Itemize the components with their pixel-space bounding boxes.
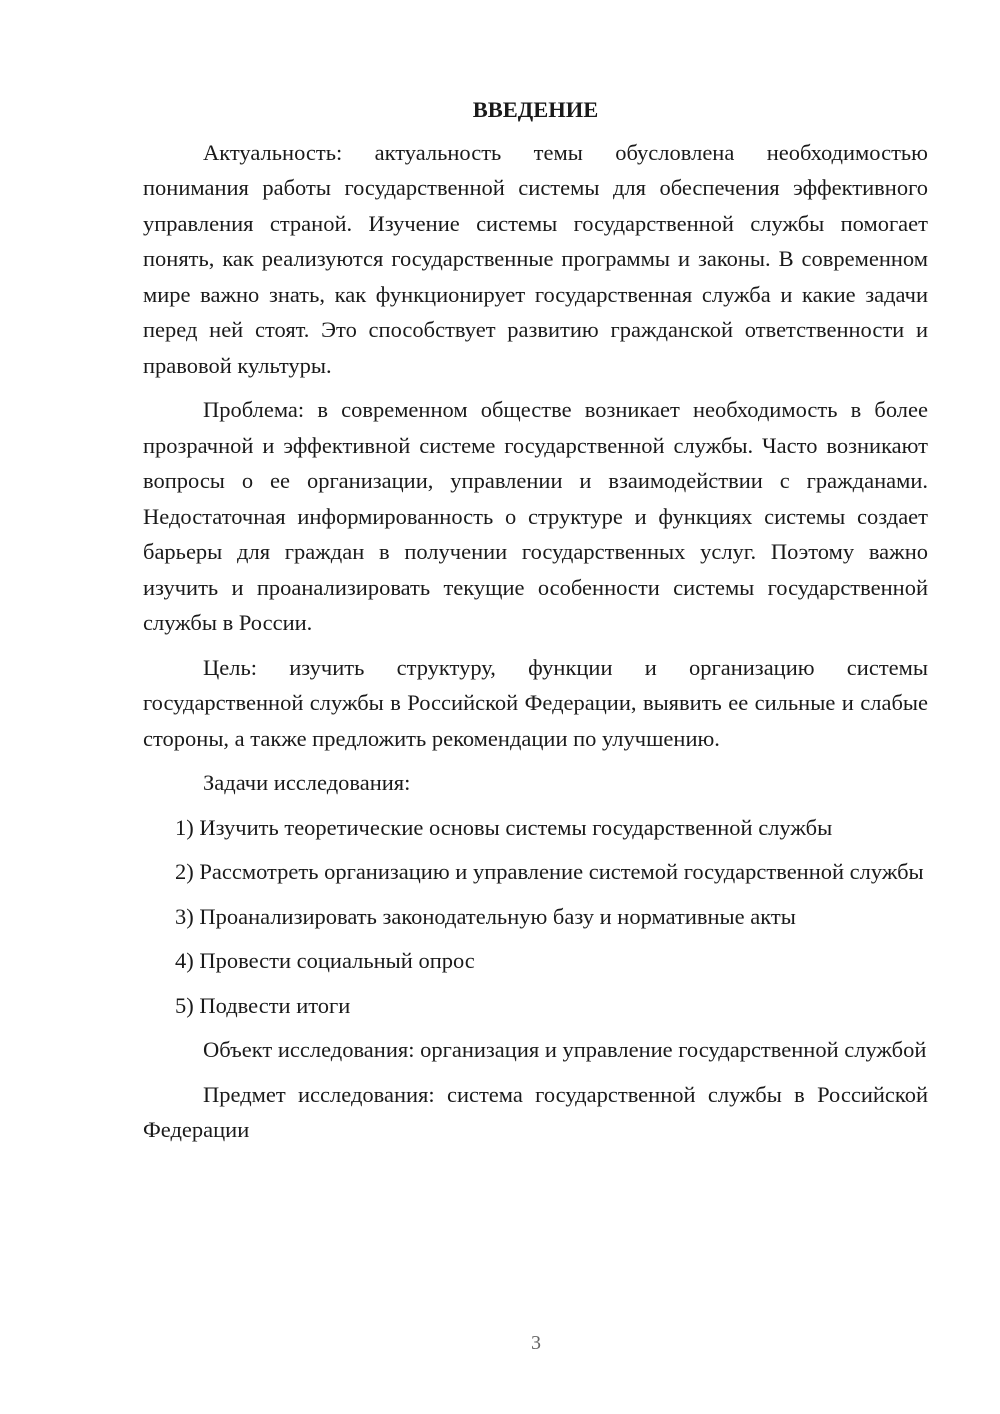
page-number: 3 <box>531 1332 541 1354</box>
task-item-2: 2) Рассмотреть организацию и управление системой государственной службы <box>175 859 924 884</box>
paragraph-subject: Предмет исследования: система государственной службы в Российской Федерации <box>143 1081 928 1142</box>
task-item-3: 3) Проанализировать законодательную базу и нормативные акты <box>175 903 796 929</box>
section-title: ВВЕДЕНИЕ <box>472 97 599 122</box>
document-page <box>143 92 928 1157</box>
paragraph-tasks-heading: Задачи исследования: <box>203 770 411 795</box>
paragraph-goal: Цель: изучить структуру, функции и организацию системы государственной службы в Российской Федерации, выявить ее сильные и слабые стороны, а также предложить рекомендации по улучшению. <box>143 654 928 751</box>
task-item-5: 5) Подвести итоги <box>175 992 351 1018</box>
task-item-4: 4) Провести социальный опрос <box>175 948 475 973</box>
paragraph-problem: Проблема: в современном обществе возникает необходимость в более прозрачной и эффективной системе государственной службы. Часто возникают вопросы о ее организации, управлении и взаимодействии с гражданами. Недостаточная информированность о структуре и функциях системы создает барьеры для граждан в получении государственных услуг. Поэтому важно изучить и проанализировать текущие особенности системы государственной службы в России. <box>143 397 928 635</box>
paragraph-object: Объект исследования: организация и управление государственной службой <box>203 1037 927 1062</box>
task-item-1: 1) Изучить теоретические основы системы государственной службы <box>175 814 833 840</box>
paragraph-relevance: Актуальность: актуальность темы обусловлена необходимостью понимания работы государственной системы для обеспечения эффективного управления страной. Изучение системы государственной службы помогает понять, как реализуются государственные программы и законы. В современном мире важно знать, как функционирует государственная служба и какие задачи перед ней стоят. Это способствует развитию гражданской ответственности и правовой культуры. <box>143 139 928 378</box>
